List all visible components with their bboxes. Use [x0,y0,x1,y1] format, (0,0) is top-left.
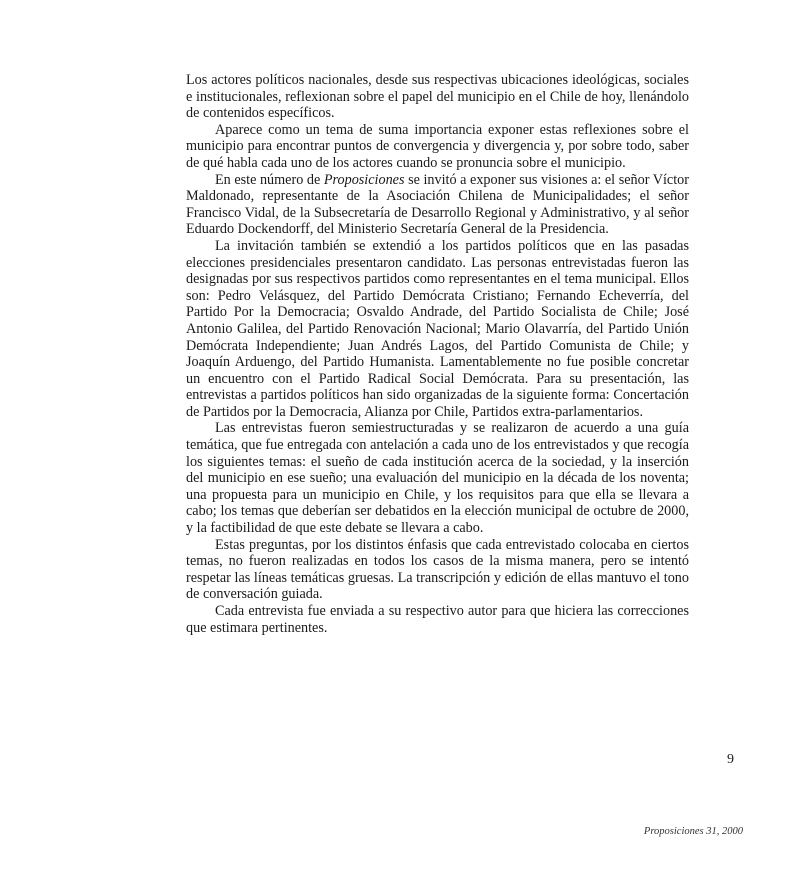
paragraph-purpose: Aparece como un tema de suma importancia exponer estas reflexiones sobre el municipio para encontrar puntos de convergencia y divergencia y, por sobre todo, saber de qué habla cada uno de los actores cuando se pronuncia sobre el municipio. [186,121,689,171]
paragraph-review: Cada entrevista fue enviada a su respectivo autor para que hiciera las correcciones que estimara pertinentes. [186,603,689,636]
paragraph-political-parties: La invitación también se extendió a los partidos políticos que en las pasadas elecciones presidenciales presentaron candidato. Las personas entrevistadas fueron las designadas por sus respectivos partidos como representantes en el tema municipal. Ellos son: Pedro Velásquez, del Partido Demócrata Cristiano; Fernando Echeverría, del Partido Por la Democracia; Osvaldo Andrade, del Partido Socialista de Chile; José Antonio Galilea, del Partido Renovación Nacional; Mario Olavarría, del Partido Unión Demócrata Independiente; Juan Andrés Lagos, del Partido Comunista de Chile; y Joaquín Arduengo, del Partido Humanista. Lamentablemente no fue posible concretar un encuentro con el Partido Radical Social Demócrata. Para su presentación, las entrevistas a partidos políticos han sido organizadas de la siguiente forma: Concertación de Partidos por la Democracia, Alianza por Chile, Partidos extra-parlamentarios. [186,237,689,420]
running-footer: Proposiciones 31, 2000 [643,826,743,837]
journal-title: Proposiciones [323,171,405,188]
paragraph-questions: Estas preguntas, por los distintos énfasis que cada entrevistado colocaba en ciertos temas, no fueron realizadas en todos los casos de la misma manera, pero se intentó respetar las líneas temáticas gruesas. La transcripción y edición de ellas mantuvo el tono de conversación guiada. [186,536,689,603]
paragraph-intro: Los actores políticos nacionales, desde sus respectivas ubicaciones ideológicas, sociales e institucionales, reflexionan sobre el papel del municipio en el Chile de hoy, llenándolo de contenidos específicos. [186,72,689,122]
body-text [186,72,689,636]
paragraph-invited-officials [186,172,689,238]
paragraph-text: En este número de [215,171,324,188]
paragraph-interview-method: Las entrevistas fueron semiestructuradas y se realizaron de acuerdo a una guía temática, que fue entregada con antelación a cada uno de los entrevistados y que recogía los siguientes temas: el sueño de cada institución acerca de la sociedad, y la inserción del municipio en ese sueño; una evaluación del municipio en la década de los noventa; una propuesta para un municipio en Chile, y los requisitos para que ella se llevara a cabo; los temas que deberían ser debatidos en la elección municipal de octubre de 2000, y la factibilidad de que este debate se llevara a cabo. [186,420,689,537]
paragraph-text: se invitó a exponer sus visiones a: el señor Víctor Maldonado, representante de la Asociación Chilena de Municipalidades; el señor Francisco Vidal, de la Subsecretaría de Desarrollo Regional y Administrativo, y al señor Eduardo Dockendorff, del Ministerio Secretaría General de la Presidencia. [186,171,689,238]
page-number: 9 [727,752,734,767]
